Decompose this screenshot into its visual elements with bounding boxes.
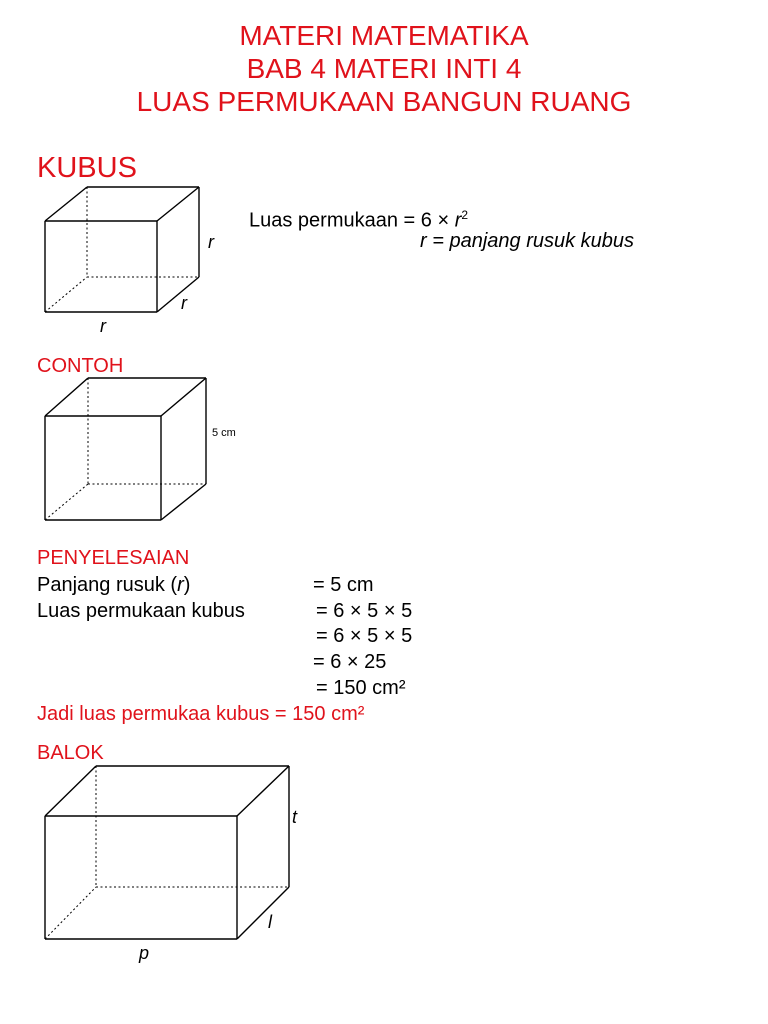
kubus-definition: r = panjang rusuk kubus [420,230,635,252]
solution-row-5-right: = 150 cm² [316,677,406,699]
balok-heading: BALOK [37,742,104,764]
balok-height-label: t [292,807,298,827]
solution-row-3-right: = 6 × 5 × 5 [316,625,413,647]
page-title-line3: LUAS PERMUKAAN BANGUN RUANG [136,86,632,117]
kubus-formula-exp: 2 [461,208,469,222]
balok-width-label: p [139,943,150,963]
kubus-width-label: r [100,316,106,336]
solution-conclusion: Jadi luas permukaa kubus = 150 cm² [37,703,365,725]
solution-row-1-left-var: r [177,574,184,596]
solution-row-1-left-suffix: ) [183,574,191,596]
solution-row-4-right: = 6 × 25 [313,651,387,673]
solution-row-2-left: Luas permukaan kubus [37,600,245,622]
balok-depth-label: l [268,912,272,932]
contoh-heading: CONTOH [37,355,124,377]
solution-row-1-right: = 5 cm [313,574,374,596]
solution-row-1-left-prefix: Panjang rusuk ( [37,574,178,596]
page-title-line2: BAB 4 MATERI INTI 4 [246,53,522,84]
kubus-heading: KUBUS [37,152,137,184]
kubus-depth-label: r [181,293,187,313]
kubus-height-label: r [208,232,214,252]
penyelesaian-heading: PENYELESAIAN [37,547,190,569]
kubus-formula-prefix: Luas permukaan = 6 × [249,209,455,232]
kubus-formula-var: r [454,209,462,232]
page-title-line1: MATERI MATEMATIKA [239,20,529,51]
contoh-side-label: 5 cm [212,427,236,439]
solution-row-2-right: = 6 × 5 × 5 [316,600,413,622]
